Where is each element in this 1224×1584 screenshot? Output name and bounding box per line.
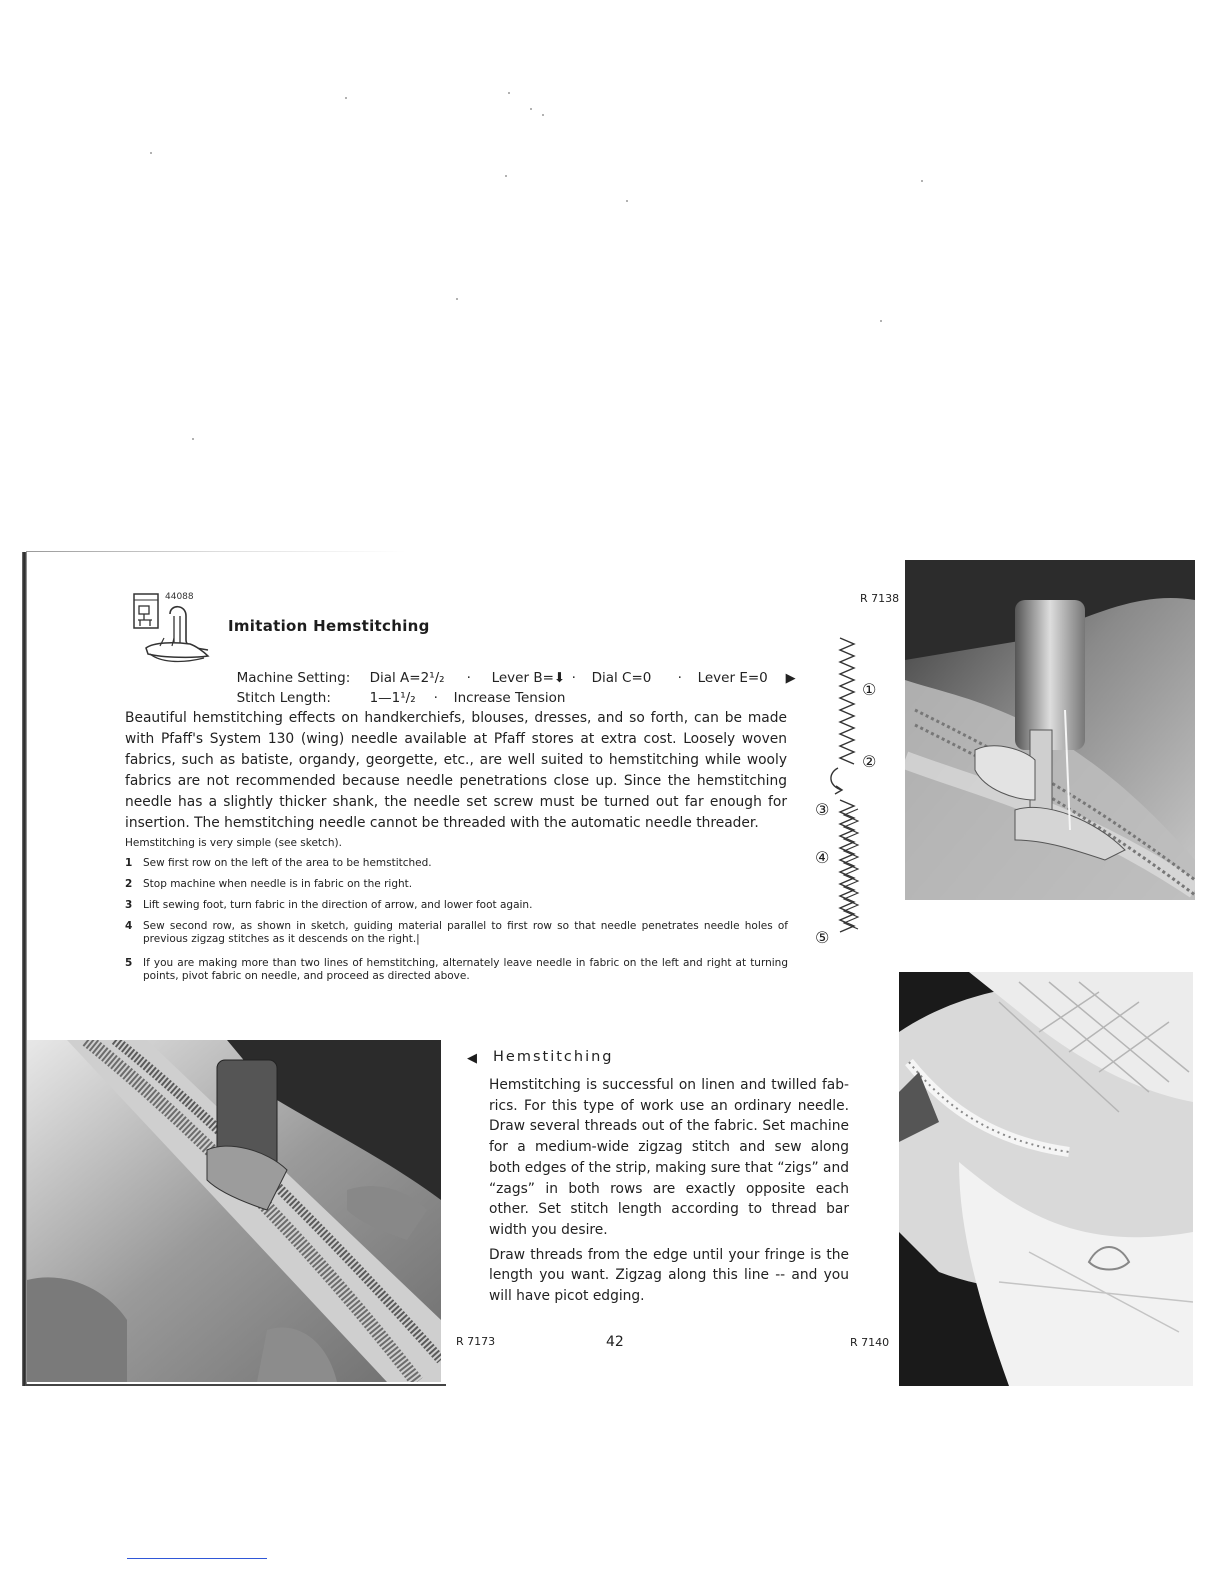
instructions-body	[125, 708, 787, 833]
step-item	[125, 857, 790, 871]
section-title: Imitation Hemstitching	[228, 617, 430, 635]
step-item	[125, 957, 790, 985]
steps-intro: Hemstitching is very simple (see sketch).	[125, 837, 342, 849]
page-top-edge	[26, 551, 406, 552]
photo-ref-top-right: R 7138	[860, 592, 900, 605]
presser-foot-icon	[124, 592, 224, 672]
setting-lever-e: Lever E=0	[697, 670, 768, 686]
step-item	[125, 920, 790, 948]
step-number: 3	[125, 899, 133, 911]
hemstitching-body	[489, 1075, 849, 1311]
photo-sewing-foot-hemstitch	[905, 560, 1195, 900]
step-item	[125, 878, 790, 892]
sketch-marker: ⑤	[815, 928, 830, 947]
foot-part-number: 44088	[165, 592, 194, 602]
setting-separator: ·	[677, 670, 682, 686]
step-text: Stop machine when needle is in fabric on the right.	[143, 878, 413, 890]
step-number: 1	[125, 857, 133, 869]
setting-separator: ·	[466, 670, 471, 686]
sketch-marker: ②	[862, 752, 877, 771]
step-text: If you are making more than two lines of hemstitching, alternately leave needle in fabric on the left and right at turning points, pivot fabric on needle, and proceed as directed above.	[143, 957, 788, 982]
sketch-first-row	[840, 638, 854, 764]
hemstitching-paragraph: Draw threads from the edge until your fringe is the length you want. Zigzag along this line -- and you will have picot edging.	[489, 1246, 849, 1305]
sketch-marker: ④	[815, 848, 830, 867]
stitch-length-value: 1—1¹/₂	[369, 690, 416, 706]
photo-ref-bottom-right: R 7140	[850, 1336, 890, 1349]
step-text: Sew second row, as shown in sketch, guiding material parallel to first row so that needle penetrates needle holes of previous zigzag stitches as it descends on the right.|	[143, 920, 788, 945]
photo-ref-bottom-left: R 7173	[456, 1335, 496, 1348]
footer-rule	[127, 1558, 267, 1559]
photo-hemstitched-handkerchief	[899, 972, 1193, 1386]
intro-paragraph: Beautiful hemstitching effects on handkerchiefs, blouses, dresses, and so forth, can be made with Pfaff's System 130 (wing) needle available at Pfaff stores at extra cost. Loosely woven fabrics, such as batiste, organdy, georgette, etc., are well suited to hemstitching while wooly fabrics are not recommended because needle penetrations close up. Since the hemstitching needle has a slightly thicker shank, the needle set screw must be turned out far enough for insertion. The hemstitching needle cannot be threaded with the automatic needle threader.	[125, 710, 787, 831]
continue-arrow-icon: ▶	[785, 671, 796, 686]
setting-separator: ·	[433, 690, 438, 706]
step-number: 4	[125, 920, 133, 932]
step-item	[125, 899, 790, 913]
step-number: 5	[125, 957, 133, 969]
hemstitching-paragraph: Hemstitching is successful on linen and twilled fab-rics. For this type of work use an ordinary needle. Draw several threads out of the fabric. Set machine for a medium-wide zigzag stitch and sew along both edges of the strip, making sure that “zigs” and “zags” in both rows are exactly opposite each other. Set stitch length according to thread bar width you desire.	[489, 1077, 849, 1238]
back-arrow-icon: ◀	[467, 1051, 477, 1066]
step-text: Lift sewing foot, turn fabric in the direction of arrow, and lower foot again.	[143, 899, 533, 911]
hemstitch-sketch	[800, 618, 900, 958]
stitch-note: Increase Tension	[453, 690, 566, 706]
stitch-length-row	[228, 674, 565, 706]
setting-dial-a: Dial A=2¹/₂	[369, 670, 445, 686]
page-number: 42	[606, 1334, 624, 1350]
page-bottom-edge	[26, 1384, 446, 1386]
sketch-marker: ①	[862, 680, 877, 699]
setting-lever-b: Lever B=⬇	[491, 670, 566, 686]
step-number: 2	[125, 878, 133, 890]
sketch-marker: ③	[815, 800, 830, 819]
setting-separator: ·	[571, 670, 576, 686]
photo-sewing-hemstitch-strip	[27, 1040, 441, 1382]
machine-setting-label: Machine Setting:	[236, 670, 351, 686]
step-text: Sew first row on the left of the area to be hemstitched.	[143, 857, 432, 869]
hemstitching-title: Hemstitching	[493, 1049, 614, 1065]
stitch-length-label: Stitch Length:	[236, 690, 331, 706]
setting-dial-c: Dial C=0	[591, 670, 652, 686]
